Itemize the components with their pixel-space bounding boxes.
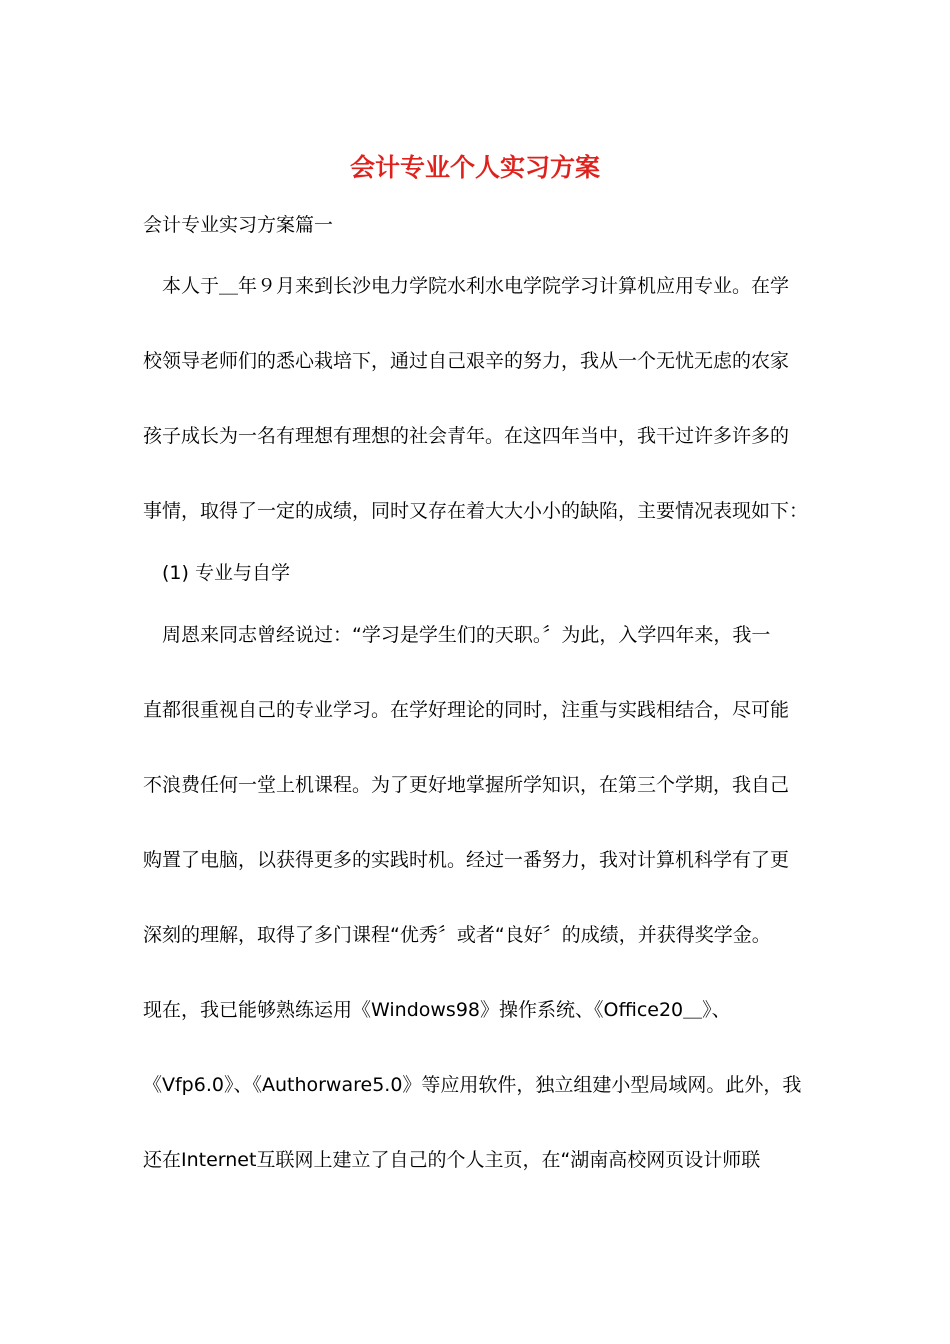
section-heading: 会计专业实习方案篇一 bbox=[143, 214, 334, 236]
paragraph-line: 周恩来同志曾经说过：“学习是学生们的天职。〞为此，入学四年来，我一 bbox=[143, 624, 771, 646]
paragraph-line: 《Vfp6.0》、《Authorware5.0》等应用软件，独立组建小型局域网。此外，我 bbox=[143, 1074, 802, 1096]
paragraph-line: 校领导老师们的悉心栽培下，通过自己艰辛的努力，我从一个无忧无虑的农家 bbox=[143, 350, 790, 372]
subsection-heading: (1) 专业与自学 bbox=[143, 562, 290, 584]
paragraph-line: 事情，取得了一定的成绩，同时又存在着大大小小的缺陷，主要情况表现如下： bbox=[143, 500, 809, 522]
paragraph-line: 孩子成长为一名有理想有理想的社会青年。在这四年当中，我干过许多许多的 bbox=[143, 425, 790, 447]
paragraph-line: 深刻的理解，取得了多门课程“优秀〞或者“良好〞的成绩，并获得奖学金。 bbox=[143, 924, 771, 946]
paragraph-line: 直都很重视自己的专业学习。在学好理论的同时，注重与实践相结合，尽可能 bbox=[143, 699, 790, 721]
paragraph-line: 不浪费任何一堂上机课程。为了更好地掌握所学知识，在第三个学期，我自己 bbox=[143, 774, 790, 796]
paragraph-line: 还在Internet互联网上建立了自己的个人主页，在“湖南高校网页设计师联 bbox=[143, 1149, 761, 1171]
paragraph-line: 购置了电脑，以获得更多的实践时机。经过一番努力，我对计算机科学有了更 bbox=[143, 849, 790, 871]
document-title: 会计专业个人实习方案 bbox=[349, 153, 600, 182]
paragraph-line: 本人于＿年９月来到长沙电力学院水利水电学院学习计算机应用专业。在学 bbox=[143, 275, 790, 297]
paragraph-line: 现在，我已能够熟练运用《Windows98》操作系统、《Office20＿》、 bbox=[143, 999, 731, 1021]
